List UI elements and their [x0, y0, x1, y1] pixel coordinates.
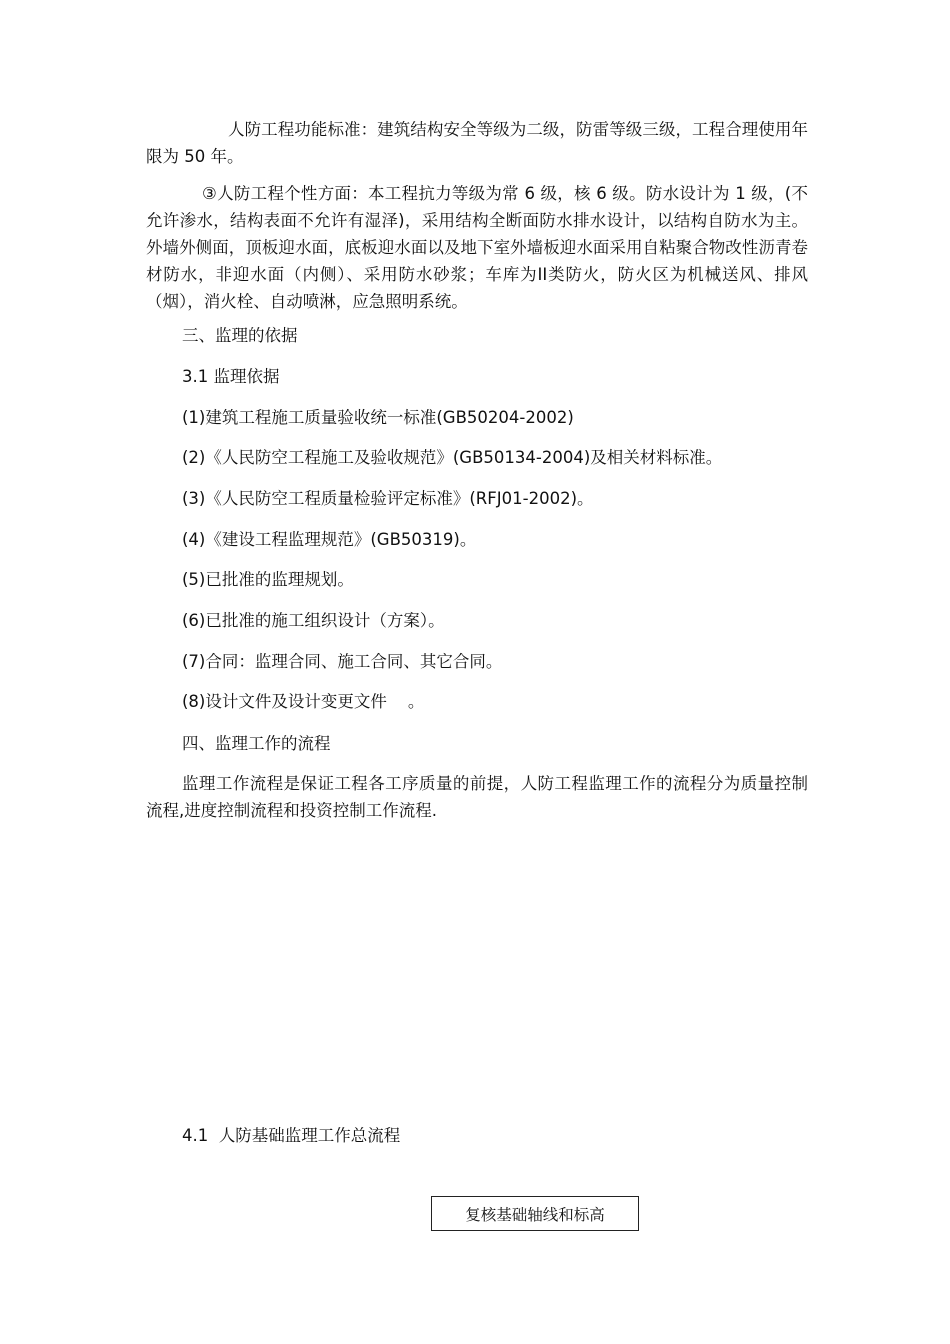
- heading-supervision-basis: 三、监理的依据: [182, 326, 298, 345]
- heading-4-1-foundation-flow: 4.1 人防基础监理工作总流程: [182, 1126, 401, 1145]
- heading-supervision-flow: 四、监理工作的流程: [182, 734, 331, 753]
- basis-item-4: (4)《建设工程监理规范》(GB50319)。: [182, 530, 477, 549]
- paragraph-individual-aspect: ③人防工程个性方面：本工程抗力等级为常 6 级，核 6 级。防水设计为 1 级，(不允许渗水，结构表面不允许有湿泽)，采用结构全断面防水排水设计，以结构自防水为主。外墙外侧面，顶板迎水面，底板迎水面以及地下室外墙板迎水面采用自粘聚合物改性沥青卷材防水，非迎水面（内侧）、采用防水砂浆；车库为II类防火，防火区为机械送风、排风（烟），消火栓、自动喷淋，应急照明系统。: [146, 184, 808, 311]
- basis-item-5: (5)已批准的监理规划。: [182, 570, 354, 589]
- basis-item-1: (1)建筑工程施工质量验收统一标准(GB50204-2002): [182, 408, 574, 427]
- flowchart-box-verify-axis-elevation: 复核基础轴线和标高: [431, 1196, 639, 1231]
- paragraph-function-standard: 人防工程功能标准：建筑结构安全等级为二级，防雷等级三级，工程合理使用年限为 50 年。: [146, 120, 808, 166]
- basis-item-3: (3)《人民防空工程质量检验评定标准》(RFJ01-2002)。: [182, 489, 594, 508]
- heading-3-1-supervision-basis: 3.1 监理依据: [182, 367, 280, 386]
- basis-item-6: (6)已批准的施工组织设计（方案）。: [182, 611, 445, 630]
- basis-item-2: (2)《人民防空工程施工及验收规范》(GB50134-2004)及相关材料标准。: [182, 448, 723, 467]
- basis-item-8: (8)设计文件及设计变更文件 。: [182, 692, 425, 711]
- paragraph-supervision-flow: 监理工作流程是保证工程各工序质量的前提，人防工程监理工作的流程分为质量控制流程,进度控制流程和投资控制工作流程.: [146, 774, 808, 820]
- basis-item-7: (7)合同：监理合同、施工合同、其它合同。: [182, 652, 503, 671]
